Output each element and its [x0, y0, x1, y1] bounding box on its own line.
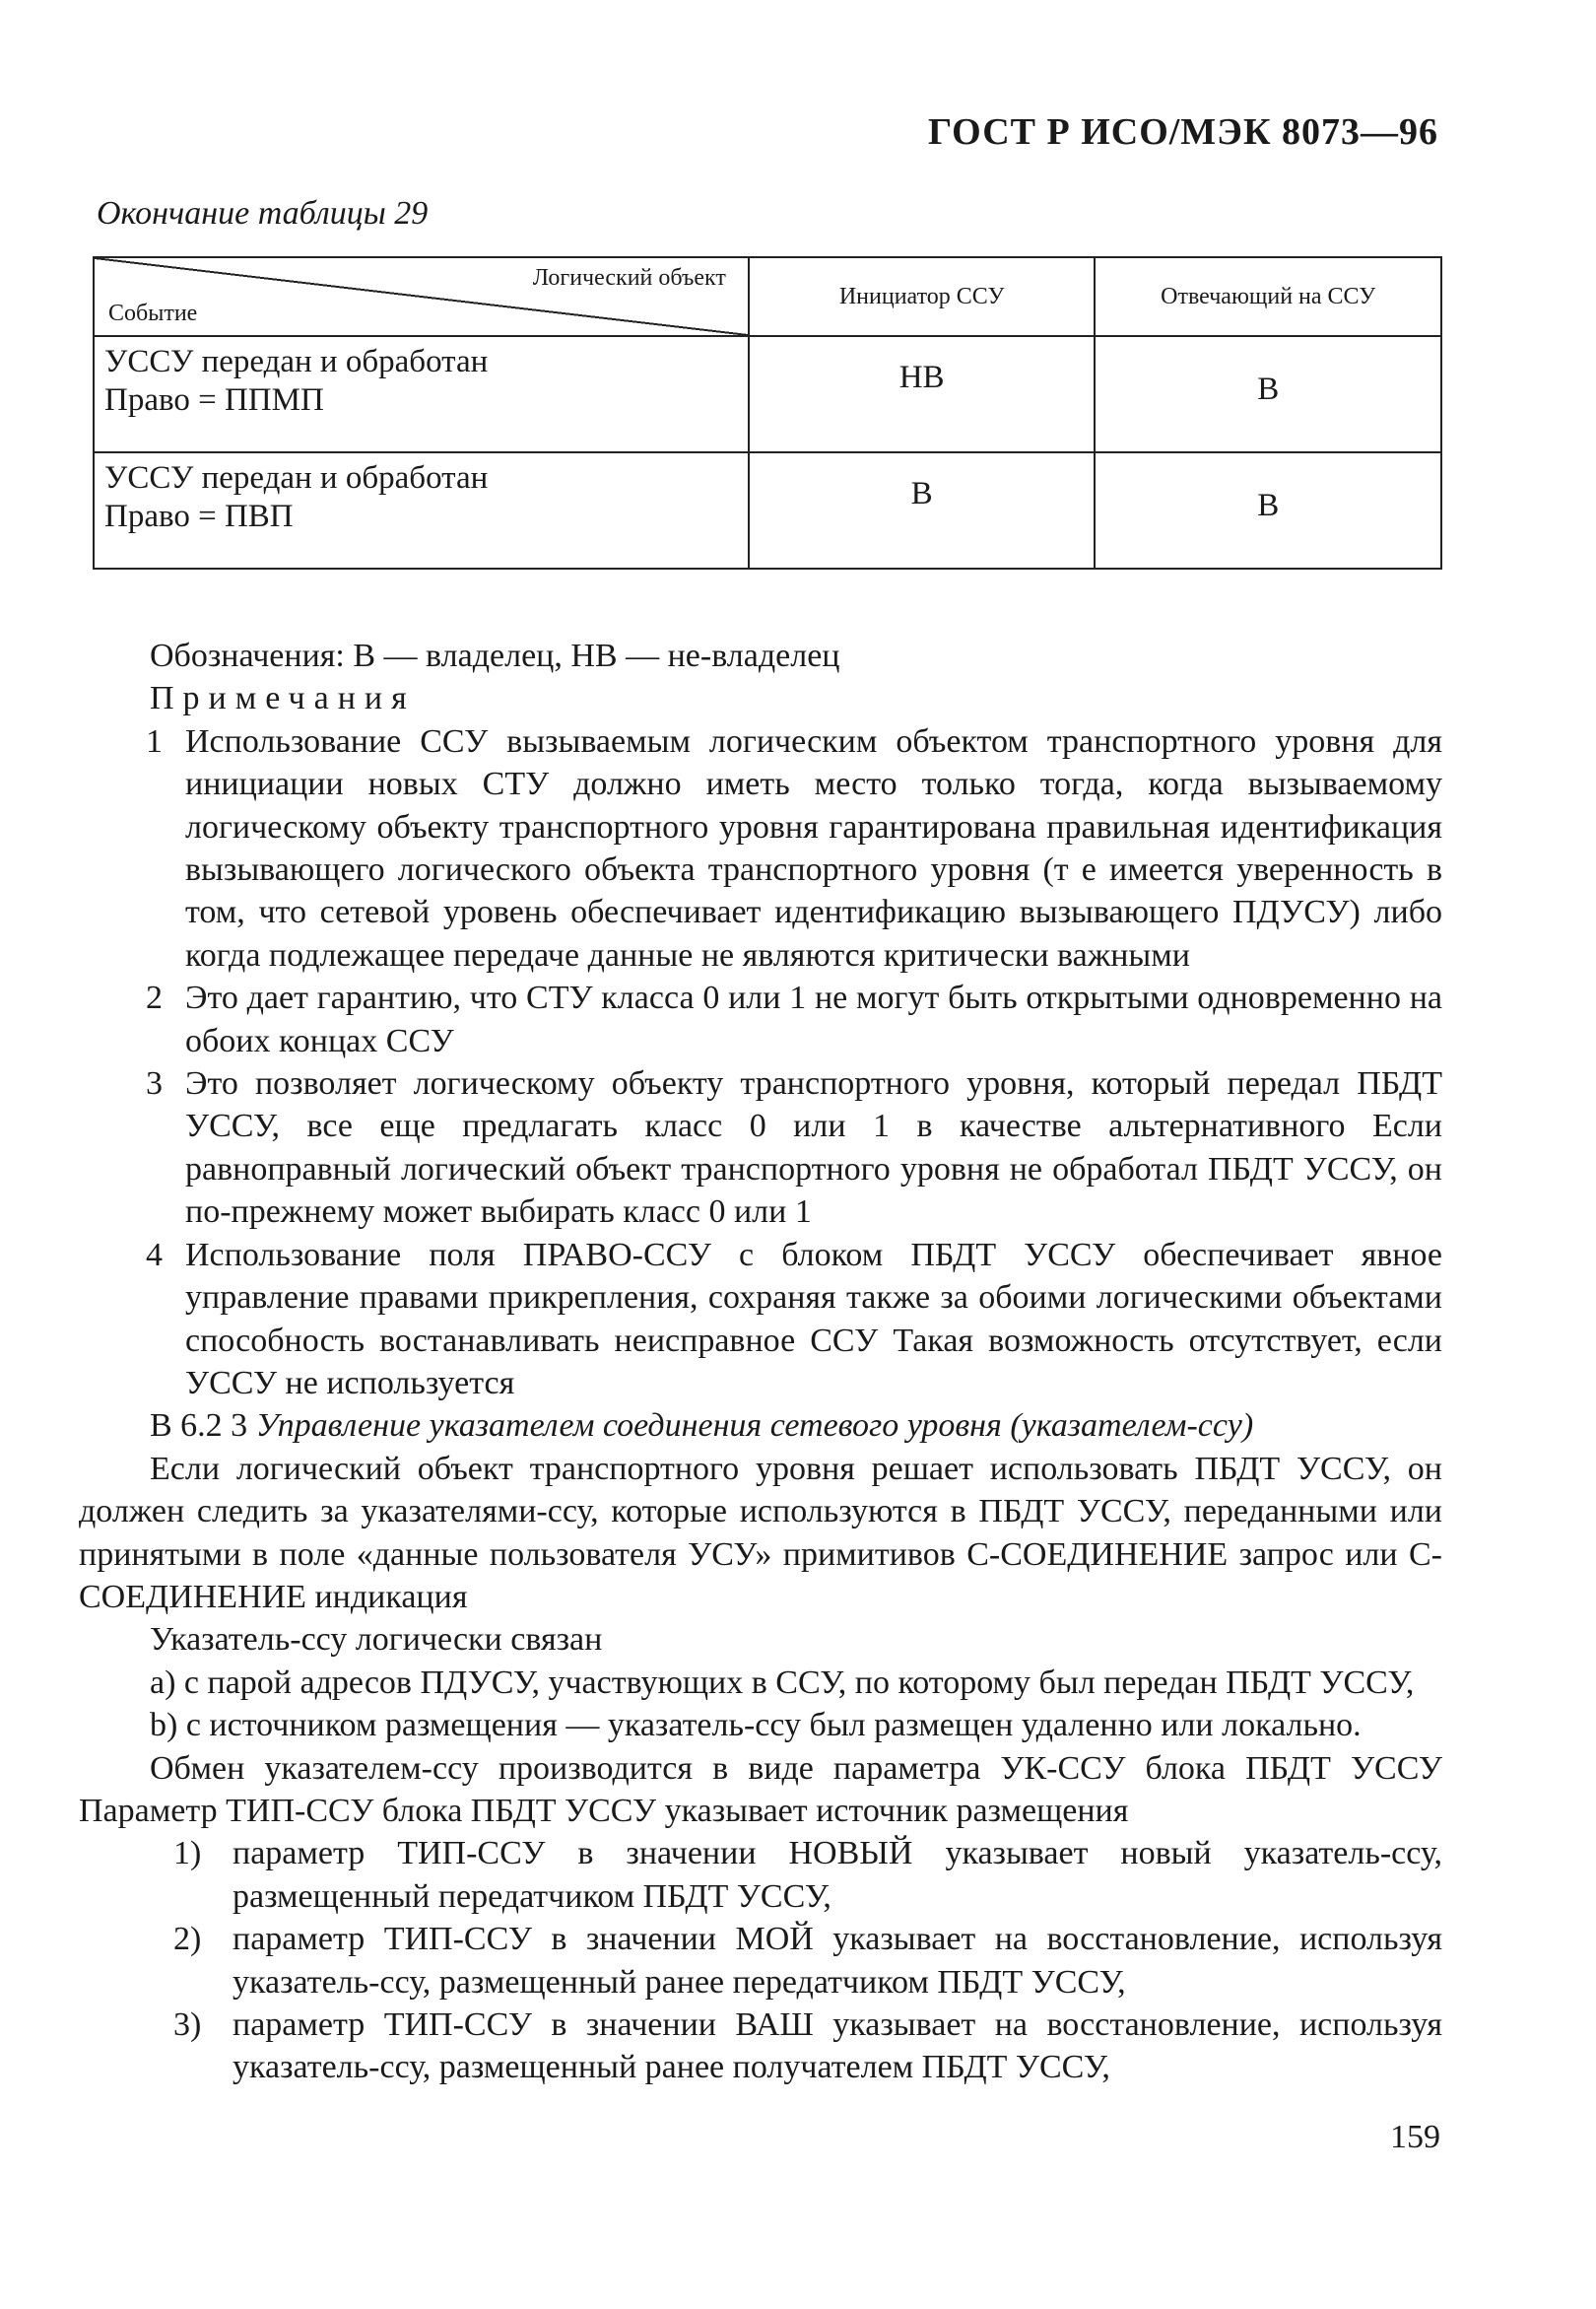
table-caption: Окончание таблицы 29	[97, 195, 429, 232]
standard-header: ГОСТ Р ИСО/МЭК 8073—96	[927, 111, 1438, 153]
list-item	[150, 1918, 1442, 2003]
note-text: Это позволяет логическому объекту транспортного уровня, который передал ПБДТ УССУ, все еще предлагать класс 0 или 1 в качестве альтернативного Если равноправный логический объект транспортного уровня не обработал ПБДТ УССУ, он по-прежнему может выбирать класс 0 или 1	[185, 1065, 1442, 1231]
section-heading	[150, 1404, 1442, 1447]
notes-title: Примечания	[150, 680, 416, 717]
diagonal-header-cell	[94, 257, 749, 336]
header-initiator: Инициатор ССУ	[749, 257, 1096, 336]
header-event: Событие	[108, 300, 198, 326]
event-line: Право = ППМП	[104, 381, 324, 418]
responder-value: В	[1095, 452, 1441, 569]
initiator-value: В	[749, 452, 1096, 569]
event-line: УССУ передан и обработан	[104, 344, 489, 379]
note-item	[146, 977, 1442, 1062]
note-item	[146, 1062, 1442, 1234]
list-text: параметр ТИП-ССУ в значении ВАШ указывает на восстановление, используя указатель-ссу, размещенный ранее получателем ПБДТ УССУ,	[233, 2006, 1442, 2086]
header-logical-object: Логический объект	[532, 265, 726, 291]
note-item	[146, 1234, 1442, 1405]
list-item-a: а) с парой адресов ПДУСУ, участвующих в ССУ, по которому был передан ПБДТ УССУ,	[150, 1664, 1415, 1701]
paragraph: Указатель-ссу логически связан	[150, 1621, 603, 1659]
event-cell	[94, 452, 749, 569]
page-number: 159	[1390, 2119, 1440, 2155]
legend: Обозначения: В — владелец, НВ — не-владелец	[150, 638, 840, 674]
list-number: 3)	[173, 2006, 202, 2043]
header-responder: Отвечающий на ССУ	[1095, 257, 1441, 336]
table-row	[94, 336, 1441, 452]
note-number: 2	[146, 980, 163, 1017]
note-number: 4	[146, 1236, 163, 1273]
note-text: Использование поля ПРАВО-ССУ с блоком ПБДТ УССУ обеспечивает явное управление правами прикрепления, сохраняя также за обоими логическими объектами способность востанавливать неисправное ССУ Такая возможность отсутствует, если УССУ не используется	[185, 1236, 1442, 1401]
initiator-value: НВ	[749, 336, 1096, 452]
note-number: 1	[146, 722, 163, 760]
list-text: параметр ТИП-ССУ в значении НОВЫЙ указывает новый указатель-ссу, размещенный передатчиком ПБДТ УССУ,	[233, 1835, 1442, 1915]
table-row	[94, 452, 1441, 569]
section-title: Управление указателем соединения сетевого уровня (указателем-ссу)	[255, 1407, 1254, 1445]
list-item	[150, 1832, 1442, 1918]
note-number: 3	[146, 1065, 163, 1103]
event-cell	[94, 336, 749, 452]
responder-value: В	[1095, 336, 1441, 452]
list-text: параметр ТИП-ССУ в значении МОЙ указывает на восстановление, используя указатель-ссу, размещенный ранее передатчиком ПБДТ УССУ,	[233, 1921, 1442, 2001]
list-item	[150, 2003, 1442, 2089]
body-text	[79, 635, 1442, 2089]
table-header-row	[94, 257, 1441, 336]
note-text: Это дает гарантию, что СТУ класса 0 или 1 не могут быть открытыми одновременно на обоих концах ССУ	[185, 980, 1442, 1059]
note-text: Использование ССУ вызываемым логическим объектом транспортного уровня для инициации новых СТУ должно иметь место только тогда, когда вызываемому логическому объекту транспортного уровня гарантирована правильная идентификация вызывающего логического объекта транспортного уровня (т е имеется уверенность в том, что сетевой уровень обеспечивает идентификацию вызывающего ПДУСУ) либо когда подлежащее передаче данные не являются критически важными	[185, 722, 1442, 974]
section-number: В 6.2 3	[150, 1407, 248, 1445]
paragraph: Обмен указателем-ссу производится в виде параметра УК-ССУ блока ПБДТ УССУ Параметр ТИП-ССУ блока ПБДТ УССУ указывает источник размещения	[79, 1749, 1442, 1829]
event-line: УССУ передан и обработан	[104, 460, 489, 496]
note-item	[146, 720, 1442, 977]
list-number: 1)	[173, 1835, 202, 1872]
paragraph: Если логический объект транспортного уровня решает использовать ПБДТ УССУ, он должен следить за указателями-ссу, которые используются в ПБДТ УССУ, переданными или принятыми в поле «данные пользователя УСУ» примитивов С-СОЕДИНЕНИЕ запрос или С-СОЕДИНЕНИЕ индикация	[79, 1450, 1442, 1615]
table-29	[93, 256, 1442, 570]
list-item-b: b) с источником размещения — указатель-ссу был размещен удаленно или локально.	[150, 1707, 1362, 1744]
list-number: 2)	[173, 1921, 202, 1958]
event-line: Право = ПВП	[104, 498, 294, 534]
